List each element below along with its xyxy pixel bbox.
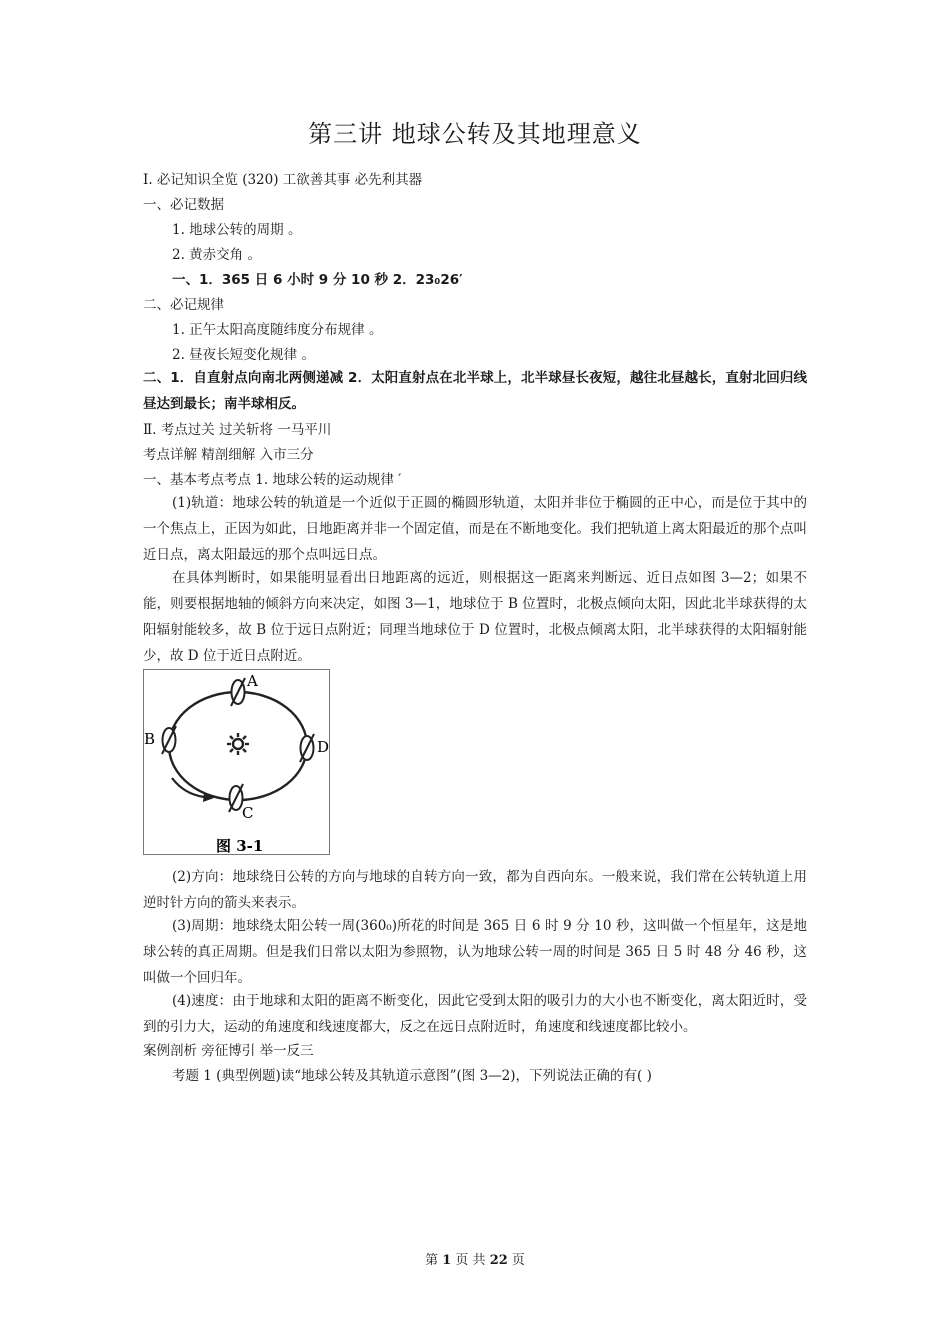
footer-total-pages: 22	[489, 1253, 508, 1268]
question-noon-altitude: 1. 正午太阳高度随纬度分布规律 。	[172, 322, 383, 338]
question-period: 1. 地球公转的周期 。	[172, 222, 302, 238]
footer-mid: 页 共	[455, 1253, 486, 1268]
subheading-details: 考点详解 精剖细解 入市三分	[143, 447, 314, 463]
paragraph-direction: (2)方向：地球绕日公转的方向与地球的自转方向一致，都为自西向东。一般来说，我们常在公转轨道上用逆时针方向的箭头来表示。	[143, 869, 807, 911]
figure-caption: 图 3-1	[216, 837, 264, 854]
earth-b	[162, 726, 176, 754]
orbit-ellipse	[169, 692, 307, 800]
paragraph-speed: (4)速度：由于地球和太阳的距离不断变化，因此它受到太阳的吸引力的大小也不断变化，离太阳近时，受到的引力大，运动的角速度和线速度都大，反之在远日点附近时，角速度和线速度都比较小。	[143, 993, 807, 1035]
question-obliquity: 2. 黄赤交角 。	[172, 247, 261, 263]
case-heading: 案例剖析 旁征博引 举一反三	[143, 1043, 314, 1059]
earth-d	[300, 734, 314, 762]
label-b: B	[144, 730, 156, 748]
answer-rules: 二、1．自直射点向南北两侧递减 2．太阳直射点在北半球上，北半球昼长夜短，越往北昼越长，直射北回归线昼达到最长；南半球相反。	[143, 370, 807, 412]
subheading-rules: 二、必记规律	[143, 297, 224, 313]
page-footer	[0, 1249, 950, 1268]
earth-c	[229, 784, 243, 812]
footer-prefix: 第	[425, 1253, 439, 1268]
direction-arrow-icon	[172, 778, 214, 802]
section-heading-1: Ⅰ. 必记知识全览 (320) 工欲善其事 必先利其器	[143, 172, 423, 188]
footer-suffix: 页	[511, 1253, 525, 1268]
earth-a	[231, 678, 245, 706]
label-d: D	[317, 738, 329, 756]
paragraph-orbit: (1)轨道：地球公转的轨道是一个近似于正圆的椭圆形轨道，太阳并非位于椭圆的正中心，而是位于其中的一个焦点上，正因为如此，日地距离并非一个固定值，而是在不断地变化。我们把轨道上离太阳最近的那个点叫近日点，离太阳最远的那个点叫远日点。	[143, 495, 807, 563]
page-title: 第三讲 地球公转及其地理意义	[308, 120, 642, 148]
subheading-data: 一、必记数据	[143, 197, 224, 213]
question-day-length: 2. 昼夜长短变化规律 。	[172, 347, 315, 363]
orbit-diagram	[144, 670, 329, 854]
orbit-figure	[143, 669, 330, 855]
label-c: C	[242, 804, 254, 822]
sun-icon	[227, 733, 249, 755]
paragraph-period: (3)周期：地球绕太阳公转一周(360₀)所花的时间是 365 日 6 时 9 分 10 秒，这叫做一个恒星年，这是地球公转的真正周期。但是我们日常以太阳为参照物，认为地球公转一周的时间是 365 日 5 时 48 分 46 秒，这叫做一个回归年。	[143, 918, 807, 986]
answer-data: 一、1．365 日 6 小时 9 分 10 秒 2．23₀26′	[172, 272, 463, 288]
topic-heading: 一、基本考点考点 1. 地球公转的运动规律 ′	[143, 472, 402, 488]
footer-page-number: 1	[442, 1253, 452, 1268]
exam-question-1: 考题 1 (典型例题)读“地球公转及其轨道示意图”(图 3—2)，下列说法正确的有( )	[172, 1068, 652, 1084]
label-a: A	[247, 672, 258, 690]
section-heading-2: Ⅱ. 考点过关 过关斩将 一马平川	[143, 422, 332, 438]
paragraph-judgement: 在具体判断时，如果能明显看出日地距离的远近，则根据这一距离来判断远、近日点如图 3—2；如果不能，则要根据地轴的倾斜方向来决定，如图 3—1，地球位于 B 位置时，北极点倾向太阳，因此北半球获得的太阳辐射能较多，故 B 位于远日点附近；同理当地球位于 D 位置时，北极点倾离太阳，北半球获得的太阳辐射能少，故 D 位于近日点附近。	[143, 570, 807, 664]
